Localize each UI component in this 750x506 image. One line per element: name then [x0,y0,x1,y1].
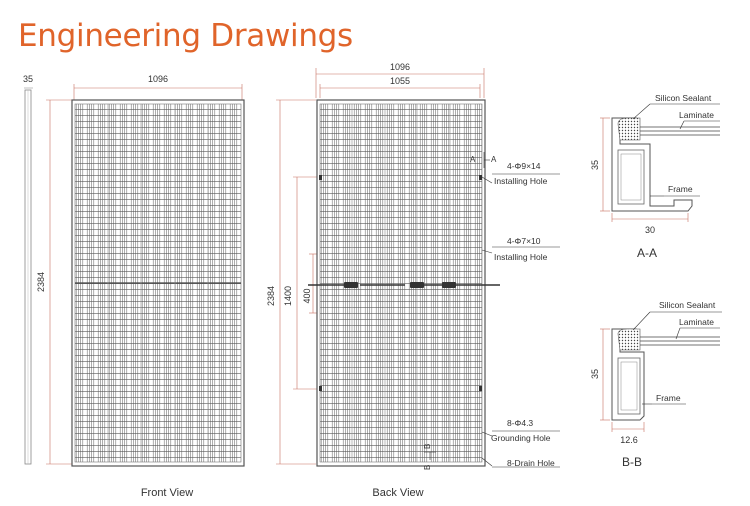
hole-spacing-inner-label: 400 [302,288,312,304]
bb-height-label: 35 [590,368,600,380]
section-a-label-left: A [470,155,476,164]
page-title: Engineering Drawings [18,18,353,54]
section-b-label-top: B [423,443,432,449]
thickness-dim-label: 35 [22,74,34,84]
section-aa-caption: A-A [636,246,658,260]
back-view-caption: Back View [372,487,424,499]
back-width-outer-label: 1096 [389,62,411,72]
callout-grounding-hole [482,418,560,443]
bb-label-sealant: Silicon Sealant [659,300,716,310]
front-height-label: 2384 [36,271,46,293]
callout-4-name: 8-Drain Hole [507,458,555,468]
section-bb [590,300,722,469]
callout-3-name: Grounding Hole [491,433,551,443]
aa-height-label: 35 [590,159,600,171]
aa-label-laminate: Laminate [679,110,714,120]
front-panel [72,100,244,466]
section-b-label-bottom: B [423,464,432,470]
back-view [266,62,560,499]
callout-installing-hole-1 [482,161,560,186]
front-width-dimension [74,74,242,100]
aa-width-label: 30 [644,225,656,235]
bb-label-frame: Frame [656,393,681,403]
callout-1-name: Installing Hole [494,176,548,186]
callout-3-spec: 8-Φ4.3 [507,418,534,428]
hole-spacing-outer-label: 1400 [283,285,293,307]
bb-label-laminate: Laminate [679,317,714,327]
section-a-label-right: A [491,155,497,164]
section-aa [590,93,720,260]
back-width-inner-label: 1055 [389,76,411,86]
bb-width-label: 12.6 [620,435,638,445]
callout-installing-hole-2 [482,236,560,262]
back-height-label: 2384 [266,285,276,307]
aa-label-frame: Frame [668,184,693,194]
aa-label-sealant: Silicon Sealant [655,93,712,103]
front-view-caption: Front View [140,487,194,499]
back-width-inner-dimension [320,76,480,98]
callout-2-name: Installing Hole [494,252,548,262]
section-bb-caption: B-B [621,455,643,469]
front-view [23,74,244,499]
callout-2-spec: 4-Φ7×10 [507,236,541,246]
side-profile [23,74,33,464]
callout-drain-hole [482,458,560,468]
front-height-dimension [36,100,72,464]
callout-1-spec: 4-Φ9×14 [507,161,541,171]
back-height-dimension [266,100,316,464]
front-width-label: 1096 [147,74,169,84]
